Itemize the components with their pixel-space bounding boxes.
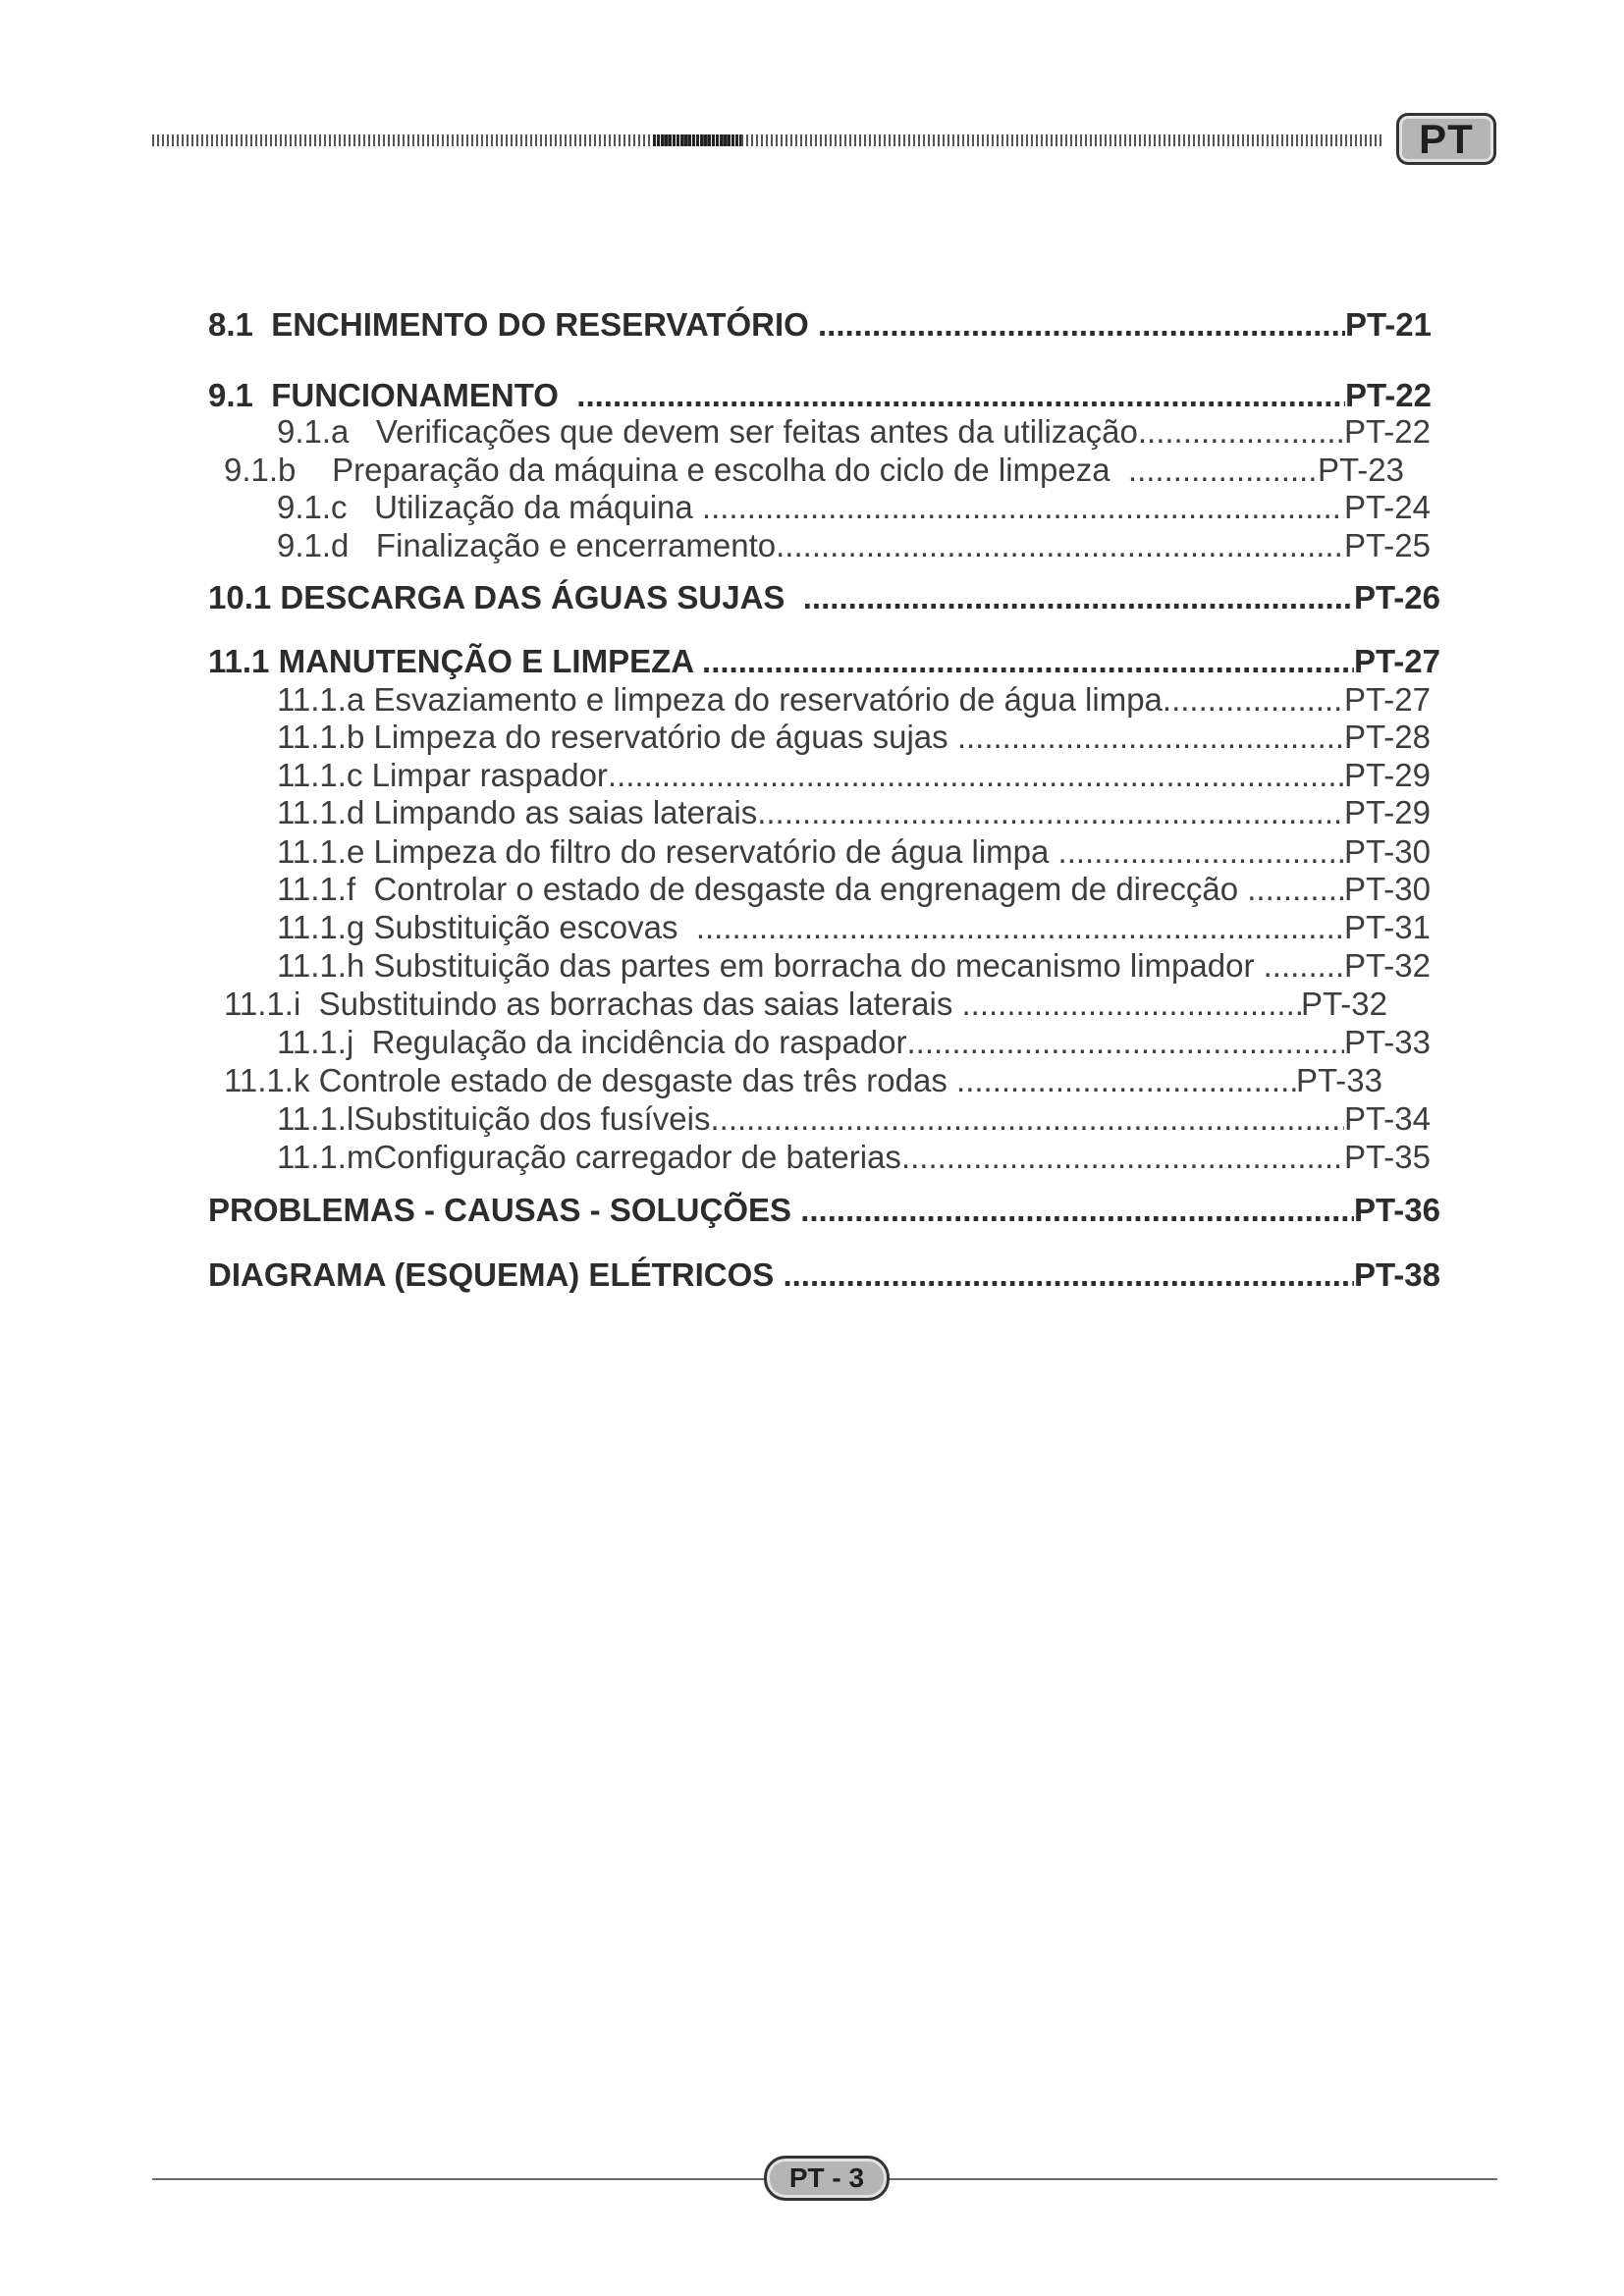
toc-entry-9-1-d[interactable] [277, 526, 1431, 565]
toc-entry-11-1-m[interactable] [277, 1138, 1431, 1177]
toc-entry-11-1-i[interactable] [224, 985, 1387, 1024]
toc-entry-title: Esvaziamento e limpeza do reservatório de água limpa [373, 681, 1163, 718]
toc-leader-dots [696, 908, 1344, 947]
toc-entry-title: Substituindo as borrachas das saias laterais [318, 986, 962, 1022]
toc-entry-11-1-f[interactable] [277, 870, 1431, 909]
toc-entry-number: 9.1.c [277, 489, 348, 525]
toc-entry-title: Limpeza do reservatório de águas sujas [373, 719, 957, 755]
toc-entry-11-1-e[interactable] [277, 832, 1431, 872]
toc-entry-11-1-h[interactable] [277, 946, 1431, 986]
toc-leader-dots [818, 305, 1345, 345]
toc-entry-title: Limpando as saias laterais [373, 794, 758, 830]
toc-leader-dots [702, 488, 1344, 527]
toc-entry-page: PT-30 [1343, 833, 1431, 870]
toc-entry-number: 11.1.b [277, 719, 365, 755]
toc-leader-dots [757, 793, 1344, 832]
toc-entry-number: 9.1.a [277, 413, 350, 450]
toc-entry-page: PT-33 [1343, 1024, 1431, 1060]
toc-entry-number: 9.1.b [224, 452, 297, 488]
toc-entry-problems[interactable] [208, 1191, 1440, 1230]
toc-entry-title: Utilização da máquina [374, 489, 702, 525]
toc-entry-page: PT-27 [1353, 643, 1440, 679]
toc-leader-dots [702, 642, 1354, 681]
toc-leader-dots [1058, 832, 1344, 872]
toc-entry-title: Verificações que devem ser feitas antes da utilização [375, 413, 1138, 450]
toc-entry-number: 9.1.d [277, 527, 350, 563]
toc-entry-page: PT-38 [1353, 1256, 1440, 1293]
toc-entry-number: 8.1 [208, 306, 253, 343]
toc-entry-title: Limpar raspador [371, 757, 608, 793]
toc-entry-number: 11.1.l [277, 1100, 354, 1137]
toc-entry-9-1-c[interactable] [277, 488, 1431, 527]
toc-entry-page: PT-33 [1295, 1062, 1382, 1098]
toc-entry-11-1-k[interactable] [224, 1061, 1382, 1100]
toc-leader-dots [803, 578, 1354, 617]
toc-entry-number: 10.1 [208, 579, 272, 615]
toc-leader-dots [956, 1061, 1296, 1100]
toc-entry-11-1-c[interactable] [277, 756, 1431, 795]
toc-entry-9-1[interactable] [208, 376, 1432, 415]
toc-entry-title: Finalização e encerramento [375, 527, 777, 563]
toc-entry-11-1[interactable] [208, 642, 1440, 681]
toc-leader-dots [1264, 946, 1344, 986]
language-badge: PT [1396, 113, 1496, 165]
toc-entry-title: Substituição escovas [373, 909, 696, 945]
toc-entry-title: Substituição dos fusíveis [353, 1100, 711, 1137]
toc-entry-title: Preparação da máquina e escolha do ciclo de limpeza [332, 452, 1128, 488]
toc-entry-page: PT-34 [1343, 1100, 1431, 1137]
toc-leader-dots [1163, 680, 1344, 720]
toc-entry-page: PT-30 [1343, 871, 1431, 907]
toc-entry-number: 11.1.f [277, 871, 356, 907]
toc-entry-page: PT-21 [1344, 306, 1432, 343]
page-number-badge: PT - 3 [764, 2156, 890, 2201]
toc-entry-title: Configuração carregador de baterias [373, 1139, 901, 1175]
toc-entry-page: PT-32 [1300, 986, 1387, 1022]
toc-entry-page: PT-29 [1343, 794, 1431, 830]
toc-entry-title: Controlar o estado de desgaste da engrenagem de direcção [373, 871, 1248, 907]
toc-entry-11-1-a[interactable] [277, 680, 1431, 720]
toc-leader-dots [776, 526, 1344, 565]
toc-entry-title: Controle estado de desgaste das três rodas [318, 1062, 957, 1098]
toc-entry-title: DESCARGA DAS ÁGUAS SUJAS [280, 579, 803, 615]
toc-entry-page: PT-22 [1344, 377, 1432, 413]
toc-entry-title: Limpeza do filtro do reservatório de água limpa [373, 833, 1058, 870]
toc-leader-dots [576, 376, 1345, 415]
toc-entry-11-1-l[interactable] [277, 1099, 1431, 1139]
toc-leader-dots [710, 1099, 1343, 1139]
toc-leader-dots [1138, 412, 1344, 452]
toc-entry-number: 9.1 [208, 377, 253, 413]
toc-leader-dots [1247, 870, 1344, 909]
toc-entry-page: PT-24 [1343, 489, 1431, 525]
toc-entry-10-1[interactable] [208, 578, 1440, 617]
toc-entry-page: PT-35 [1343, 1139, 1431, 1175]
toc-leader-dots [608, 756, 1344, 795]
toc-entry-11-1-j[interactable] [277, 1023, 1431, 1062]
toc-entry-8-1[interactable] [208, 305, 1432, 345]
toc-entry-title: Regulação da incidência do raspador [371, 1024, 907, 1060]
toc-entry-number: 11.1.h [277, 947, 365, 984]
toc-entry-page: PT-36 [1353, 1192, 1440, 1228]
toc-entry-diagram[interactable] [208, 1255, 1440, 1295]
toc-entry-page: PT-23 [1317, 452, 1404, 488]
toc-leader-dots [907, 1023, 1344, 1062]
toc-entry-page: PT-32 [1343, 947, 1431, 984]
toc-entry-title: Substituição das partes em borracha do mecanismo limpador [373, 947, 1264, 984]
toc-leader-dots [957, 718, 1344, 757]
toc-entry-11-1-d[interactable] [277, 793, 1431, 832]
toc-leader-dots [1128, 451, 1318, 490]
toc-entry-9-1-b[interactable] [224, 451, 1404, 490]
toc-entry-page: PT-22 [1343, 413, 1431, 450]
toc-entry-number: 11.1 [208, 643, 270, 679]
toc-entry-11-1-g[interactable] [277, 908, 1431, 947]
toc-leader-dots [783, 1255, 1354, 1295]
toc-leader-dots [901, 1138, 1344, 1177]
toc-entry-number: 11.1.a [277, 681, 365, 718]
toc-entry-page: PT-29 [1343, 757, 1431, 793]
toc-entry-page: PT-26 [1353, 579, 1440, 615]
toc-leader-dots [800, 1191, 1354, 1230]
toc-entry-number: 11.1.j [277, 1024, 354, 1060]
toc-entry-number: 11.1.e [277, 833, 365, 870]
toc-entry-number: 11.1.g [277, 909, 365, 945]
toc-entry-page: PT-27 [1343, 681, 1431, 718]
toc-entry-title: PROBLEMAS - CAUSAS - SOLUÇÕES [208, 1192, 801, 1228]
toc-entry-number: 11.1.i [224, 986, 301, 1022]
toc-entry-page: PT-28 [1343, 719, 1431, 755]
toc-entry-title: MANUTENÇÃO E LIMPEZA [278, 643, 703, 679]
toc-entry-title: FUNCIONAMENTO [271, 377, 577, 413]
toc-entry-number: 11.1.m [277, 1139, 374, 1175]
toc-entry-page: PT-25 [1343, 527, 1431, 563]
toc-leader-dots [962, 985, 1301, 1024]
toc-entry-number: 11.1.c [277, 757, 363, 793]
toc-entry-page: PT-31 [1343, 909, 1431, 945]
toc-entry-number: 11.1.k [224, 1062, 310, 1098]
toc-entry-number: 11.1.d [277, 794, 365, 830]
toc-entry-title: ENCHIMENTO DO RESERVATÓRIO [271, 306, 818, 343]
toc-entry-11-1-b[interactable] [277, 718, 1431, 757]
toc-entry-title: DIAGRAMA (ESQUEMA) ELÉTRICOS [208, 1256, 784, 1293]
toc-entry-9-1-a[interactable] [277, 412, 1431, 452]
